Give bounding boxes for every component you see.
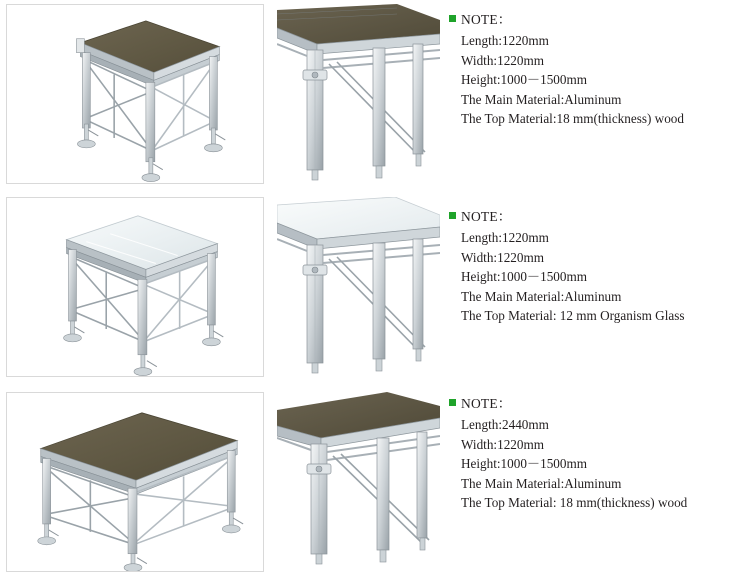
note-line-top-material: The Top Material: 12 mm Organism Glass — [461, 308, 685, 323]
note-line-main-material: The Main Material:Aluminum — [461, 475, 622, 491]
stage-platform-wood-top-perspective — [6, 4, 264, 184]
note-title: NOTE： — [461, 209, 512, 224]
note-title-row — [449, 205, 745, 225]
note-block-3 — [449, 392, 745, 513]
note-lines — [461, 31, 745, 129]
note-line-main-material: The Main Material:Aluminum — [461, 288, 622, 304]
note-line-top-material: The Top Material:18 mm(thickness) wood — [461, 111, 684, 126]
note-title-row — [449, 392, 745, 412]
note-line-width: Width:1220mm — [461, 436, 544, 452]
square-bullet-icon — [449, 212, 456, 219]
note-lines — [461, 228, 745, 326]
stage-platform-corner-detail-wood-top-wide — [277, 392, 440, 572]
note-title: NOTE： — [461, 12, 512, 27]
note-title-row — [449, 8, 745, 28]
spec-row-2 — [0, 193, 750, 383]
spec-row-3 — [0, 388, 750, 578]
note-line-width: Width:1220mm — [461, 249, 544, 265]
note-line-length: Length:2440mm — [461, 417, 549, 432]
note-title: NOTE： — [461, 396, 512, 411]
note-line-top-material: The Top Material: 18 mm(thickness) wood — [461, 495, 688, 510]
stage-platform-wood-top-rectangular — [6, 392, 264, 572]
spec-row-1 — [0, 0, 750, 190]
stage-platform-glass-top-perspective — [6, 197, 264, 377]
note-lines — [461, 415, 745, 513]
note-line-height: Height:1000－1500mm — [461, 269, 588, 284]
note-line-height: Height:1000－1500mm — [461, 456, 588, 471]
note-line-height: Height:1000－1500mm — [461, 72, 588, 87]
stage-platform-corner-detail-wood-top — [277, 4, 440, 184]
note-line-width: Width:1220mm — [461, 52, 544, 68]
square-bullet-icon — [449, 399, 456, 406]
note-line-length: Length:1220mm — [461, 33, 549, 48]
note-line-main-material: The Main Material:Aluminum — [461, 91, 622, 107]
note-block-1 — [449, 8, 745, 129]
square-bullet-icon — [449, 15, 456, 22]
note-block-2 — [449, 205, 745, 326]
note-line-length: Length:1220mm — [461, 230, 549, 245]
stage-platform-corner-detail-glass-top — [277, 197, 440, 377]
